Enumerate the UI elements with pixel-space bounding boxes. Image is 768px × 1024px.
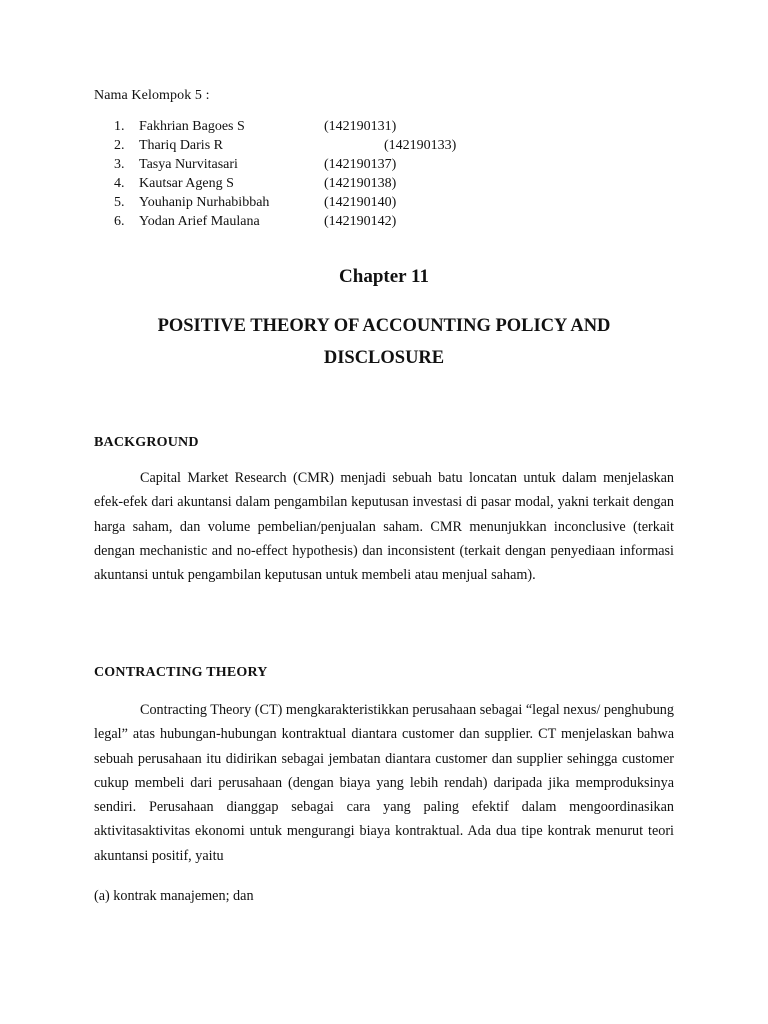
member-id: (142190133) (384, 138, 457, 153)
member-name: Yodan Arief Maulana (139, 214, 260, 229)
contracting-theory-paragraph: Contracting Theory (CT) mengkarakteristikkan perusahaan sebagai “legal nexus/ penghubung legal” atas hubungan-hubungan kontraktual diantara customer dan supplier. CT menjelaskan bahwa sebuah perusahaan itu didirikan sebagai jembatan diantara customer dan supplier sehingga customer cukup membeli dari perusahaan (dengan biaya yang lebih rendah) daripada jika memproduksinya sendiri. Perusahaan dianggap sebagai cara yang paling efektif dalam mengoordinasikan aktivitasaktivitas ekonomi untuk mengurangi biaya kontraktual. Ada dua tipe kontrak menurut teori akuntansi positif, yaitu (94, 702, 674, 864)
member-name: Fakhrian Bagoes S (139, 119, 245, 134)
member-name: Kautsar Ageng S (139, 176, 234, 191)
chapter-heading: Chapter 11 (339, 266, 429, 287)
contract-type-item-a: (a) kontrak manajemen; dan (94, 888, 254, 904)
document-title: POSITIVE THEORY OF ACCOUNTING POLICY AND DISCLOSURE (157, 316, 611, 368)
section-heading-contracting-theory: CONTRACTING THEORY (94, 665, 268, 680)
member-row (94, 117, 514, 136)
member-number: 6. (114, 214, 125, 229)
member-row (94, 155, 514, 174)
member-number: 3. (114, 157, 125, 172)
member-id: (142190138) (324, 176, 397, 191)
member-name: Tasya Nurvitasari (139, 157, 238, 172)
background-paragraph: Capital Market Research (CMR) menjadi sebuah batu loncatan untuk dalam menjelaskan efek-efek dari akuntansi dalam pengambilan keputusan investasi di pasar modal, yakni terkait dengan harga saham, dan volume pembelian/penjualan saham. CMR menunjukkan inconclusive (terkait dengan mechanistic and no-effect hypothesis) dan inconsistent (terkait dengan penyediaan informasi akuntansi untuk pengambilan keputusan untuk membeli atau menjual saham). (94, 470, 674, 584)
member-id: (142190137) (324, 157, 397, 172)
member-number: 4. (114, 176, 125, 191)
section-heading-background: BACKGROUND (94, 435, 199, 450)
member-name: Youhanip Nurhabibbah (139, 195, 270, 210)
member-number: 2. (114, 138, 125, 153)
member-id: (142190131) (324, 119, 397, 134)
member-row (94, 193, 514, 212)
group-label: Nama Kelompok 5 : (94, 88, 210, 103)
member-list (94, 117, 514, 231)
member-row (94, 212, 514, 231)
member-id: (142190140) (324, 195, 397, 210)
member-id: (142190142) (324, 214, 397, 229)
member-name: Thariq Daris R (139, 138, 223, 153)
member-row (94, 136, 514, 155)
member-number: 5. (114, 195, 125, 210)
member-row (94, 174, 514, 193)
member-number: 1. (114, 119, 125, 134)
